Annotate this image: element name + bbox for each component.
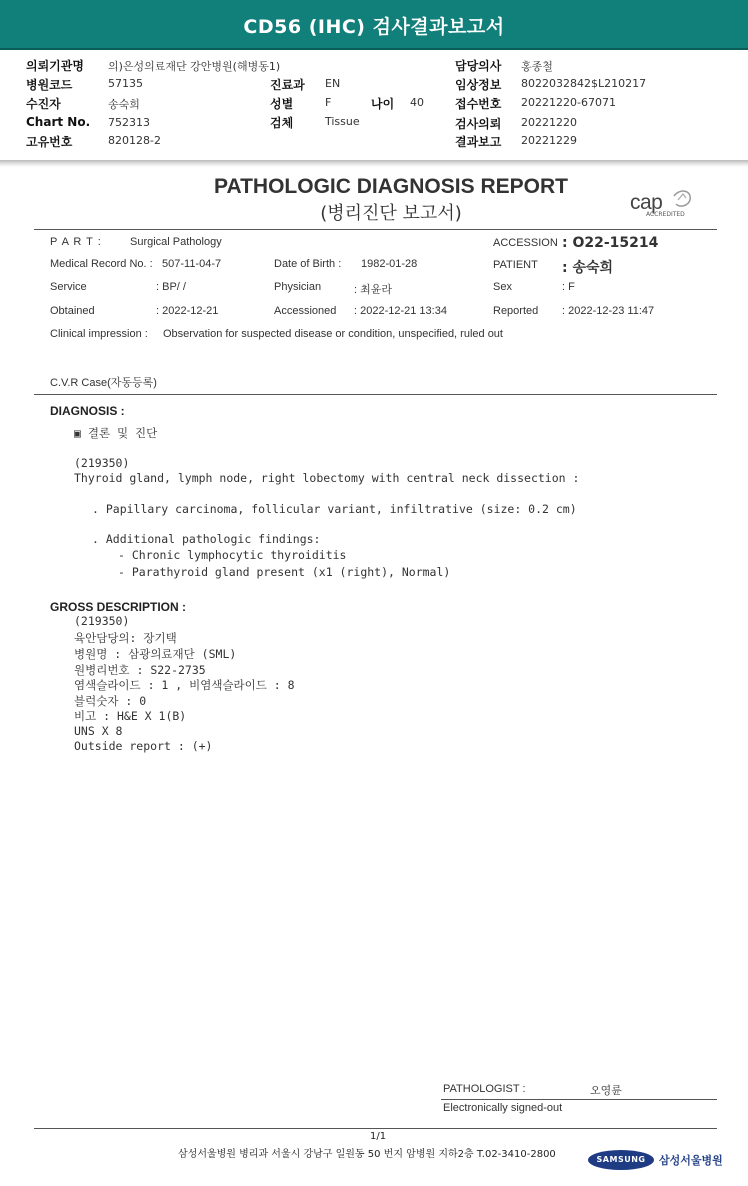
page-number: 1/1 (370, 1131, 387, 1142)
title-rule (34, 229, 717, 230)
report-subtitle: (병리진단 보고서) (320, 203, 462, 224)
report-date-value: 20221229 (521, 134, 577, 147)
specimen-label: 검체 (270, 116, 294, 130)
sex-label: 성별 (270, 97, 294, 111)
diagnosis-line: - Chronic lymphocytic thyroiditis (118, 548, 347, 562)
age-label: 나이 (371, 97, 395, 111)
gross-line: 육안담당의: 장기택 (74, 631, 177, 645)
diagnosis-heading: DIAGNOSIS : (50, 404, 125, 418)
gross-line: (219350) (74, 614, 130, 628)
diagnosis-subheading: ▣ 결론 및 진단 (74, 426, 158, 440)
dob-label: Date of Birth : (274, 258, 342, 270)
signed-out: Electronically signed-out (443, 1102, 563, 1114)
accessioned-value: : 2022-12-21 13:34 (354, 305, 447, 317)
reported-label: Reported (493, 305, 539, 317)
gross-line: 염색슬라이드 : 1 , 비염색슬라이드 : 8 (74, 678, 295, 692)
hospital-logo-text: 삼성서울병원 (659, 1154, 723, 1167)
cap-accredited-text: ACCREDITED (646, 211, 685, 218)
department-value: EN (325, 77, 341, 90)
cvr-case: C.V.R Case(자동등록) (50, 377, 157, 389)
unique-id-label: 고유번호 (26, 135, 73, 149)
mrn-label: Medical Record No. : (50, 258, 153, 270)
reported-value: : 2022-12-23 11:47 (562, 305, 655, 317)
report-title: PATHOLOGIC DIAGNOSIS REPORT (214, 175, 568, 198)
clinical-impression-label: Clinical impression : (50, 328, 148, 340)
physician-value: : 최윤라 (354, 284, 392, 296)
requester-label: 의뢰기관명 (26, 59, 84, 73)
clinical-info-value: 8022032842$L210217 (521, 77, 647, 90)
patient-name-label: 수진자 (26, 97, 61, 111)
gross-line: 원병리번호 : S22-2735 (74, 663, 206, 677)
meta-sex-label: Sex (493, 281, 512, 293)
doctor-value: 홍종철 (521, 60, 553, 73)
footer-rule (34, 1128, 717, 1129)
hospital-code-label: 병원코드 (26, 78, 73, 92)
request-date-value: 20221220 (521, 116, 577, 129)
diagnosis-line: - Parathyroid gland present (x1 (right), Normal) (118, 565, 451, 579)
diagnosis-line: (219350) (74, 456, 130, 470)
specimen-value: Tissue (325, 115, 360, 128)
clinical-impression-value: Observation for suspected disease or condition, unspecified, ruled out (163, 328, 503, 340)
department-label: 진료과 (270, 78, 305, 92)
report-title-banner: CD56 (IHC) 검사결과보고서 (243, 16, 505, 38)
service-label: Service (50, 281, 87, 293)
obtained-label: Obtained (50, 305, 95, 317)
patient-value: : 송숙희 (562, 260, 614, 276)
patient-name-value: 송숙희 (108, 98, 140, 111)
gross-line: 블럭숫자 : 0 (74, 694, 147, 708)
patient-label: PATIENT (493, 259, 538, 271)
pathologist-name: 오영륜 (590, 1085, 622, 1097)
diagnosis-line: . Papillary carcinoma, follicular variant, infiltrative (size: 0.2 cm) (92, 502, 577, 516)
clinical-info-label: 임상정보 (455, 78, 502, 92)
footer-address: 삼성서울병원 병리과 서울시 강남구 일원동 50 번지 암병원 지하2층 T.02-3410-2800 (178, 1149, 556, 1160)
obtained-value: : 2022-12-21 (156, 305, 219, 317)
header-separator (0, 160, 748, 167)
hospital-code-value: 57135 (108, 77, 143, 90)
chart-no-value: 752313 (108, 116, 150, 129)
sex-value: F (325, 96, 332, 109)
unique-id-value: 820128-2 (108, 134, 161, 147)
request-date-label: 검사의뢰 (455, 117, 502, 131)
accessioned-label: Accessioned (274, 305, 337, 317)
gross-line: Outside report : (+) (74, 739, 213, 753)
meta-rule (34, 394, 717, 395)
diagnosis-line: Thyroid gland, lymph node, right lobectomy with central neck dissection : (74, 471, 580, 485)
meta-sex-value: : F (562, 281, 575, 293)
report-date-label: 결과보고 (455, 135, 502, 149)
receipt-no-label: 접수번호 (455, 97, 502, 111)
dob-value: 1982-01-28 (361, 258, 418, 270)
accession-value: : O22-15214 (562, 235, 659, 251)
mrn-value: 507-11-04-7 (162, 258, 222, 270)
receipt-no-value: 20221220-67071 (521, 96, 616, 109)
physician-label: Physician (274, 281, 322, 293)
chart-no-label: Chart No. (26, 115, 91, 129)
gross-line: 비고 : H&E X 1(B) (74, 709, 187, 723)
service-value: : BP/ / (156, 281, 186, 293)
age-value: 40 (410, 96, 424, 109)
gross-line: 병원명 : 삼광의료재단 (SML) (74, 647, 237, 661)
gross-heading: GROSS DESCRIPTION : (50, 600, 187, 614)
cap-logo-text: cap (630, 191, 663, 214)
accession-label: ACCESSION (493, 237, 558, 249)
samsung-logo: SAMSUNG (588, 1150, 654, 1170)
pathologist-label: PATHOLOGIST : (443, 1083, 526, 1095)
gross-line: UNS X 8 (74, 724, 123, 738)
part-value: Surgical Pathology (130, 236, 222, 248)
diagnosis-line: . Additional pathologic findings: (92, 532, 321, 546)
requester-value: 의)은성의료재단 강안병원(해병동1) (108, 60, 281, 73)
signature-rule (441, 1099, 717, 1100)
part-label: P A R T : (50, 236, 102, 248)
doctor-label: 담당의사 (455, 59, 502, 73)
